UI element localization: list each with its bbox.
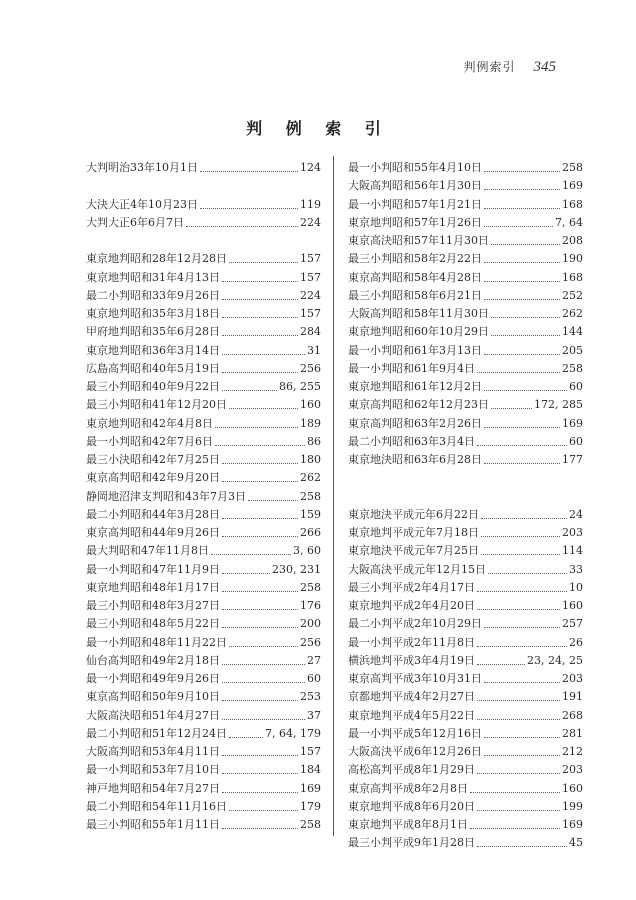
index-entry [348, 524, 583, 542]
dot-leader [477, 645, 567, 647]
page-reference: 224 [300, 288, 321, 302]
case-citation: 大阪高判昭和53年4月11日 [86, 745, 220, 758]
dot-leader [222, 663, 305, 665]
case-citation: 最一小判昭和61年3月13日 [348, 343, 482, 357]
page-reference: 191 [562, 690, 583, 704]
dot-leader [222, 827, 298, 829]
dot-leader [484, 280, 560, 282]
page-reference: 284 [300, 325, 321, 339]
index-entry [86, 542, 321, 560]
index-entry [86, 287, 321, 305]
dot-leader [222, 572, 270, 574]
dot-leader [211, 553, 291, 555]
index-entry [86, 323, 321, 341]
index-entry [86, 488, 321, 506]
dot-leader [484, 170, 560, 172]
dot-leader [229, 407, 298, 409]
case-citation: 東京地判昭和42年4月8日 [86, 416, 213, 430]
page-reference: 169 [562, 416, 583, 430]
case-citation: 大判大正6年6月7日 [86, 215, 184, 229]
index-entry [86, 214, 321, 232]
dot-leader [229, 809, 298, 811]
dot-leader [484, 225, 553, 227]
case-citation: 大判明治33年10月1日 [86, 161, 198, 174]
index-entry [348, 634, 583, 652]
index-entry [86, 670, 321, 688]
page-reference: 169 [300, 781, 321, 795]
dot-leader [470, 827, 560, 829]
case-citation: 東京地判昭和61年12月2日 [348, 380, 482, 393]
page-reference: 258 [300, 580, 321, 594]
index-entry [348, 780, 583, 798]
dot-leader [222, 389, 277, 391]
index-entry [348, 816, 583, 834]
page-reference: 169 [562, 818, 583, 831]
index-entry [86, 652, 321, 670]
page-reference: 26 [569, 635, 583, 649]
dot-leader [222, 462, 298, 464]
page-reference: 157 [300, 252, 321, 266]
index-entry [86, 250, 321, 268]
case-citation: 東京高判平成3年10月31日 [348, 672, 482, 685]
index-entry [348, 378, 583, 396]
case-citation: 最一小判昭和61年9月4日 [348, 361, 475, 375]
index-entry [86, 761, 321, 779]
dot-leader [484, 389, 567, 391]
dot-leader [222, 480, 298, 482]
case-citation: 甲府地判昭和35年6月28日 [86, 325, 220, 339]
dot-leader [477, 699, 560, 701]
page-reference: 258 [562, 161, 583, 174]
index-entry [86, 360, 321, 378]
page-reference: 27 [307, 653, 321, 667]
group-spacer [348, 488, 583, 506]
page-reference: 37 [307, 708, 321, 722]
page-reference: 203 [562, 763, 583, 777]
case-citation: 東京地判昭和31年4月13日 [86, 270, 220, 284]
index-entry [86, 798, 321, 816]
column-divider [333, 156, 334, 836]
case-citation: 最一小判昭和49年9月26日 [86, 672, 220, 685]
case-citation: 大阪高判昭和56年1月30日 [348, 179, 482, 193]
case-citation: 東京地判平成8年8月1日 [348, 818, 468, 831]
page-reference: 157 [300, 307, 321, 320]
index-entry [348, 360, 583, 378]
dot-leader [248, 499, 298, 501]
page-reference: 157 [300, 270, 321, 284]
case-citation: 大阪高決昭和51年4月27日 [86, 708, 220, 722]
page-reference: 3, 60 [293, 544, 321, 558]
index-entry [348, 579, 583, 597]
case-citation: 最二小判昭和33年9月26日 [86, 288, 220, 302]
case-citation: 最一小判昭和47年11月9日 [86, 562, 220, 576]
case-citation: 広島高判昭和40年5月19日 [86, 361, 220, 375]
dot-leader [222, 626, 298, 628]
index-entry [86, 305, 321, 323]
index-entry [348, 342, 583, 360]
dot-leader [484, 261, 560, 263]
case-citation: 東京地判平成元年7月18日 [348, 526, 479, 539]
case-citation: 大決大正4年10月23日 [86, 197, 198, 211]
dot-leader [229, 645, 298, 647]
index-entry [348, 177, 583, 195]
index-entry [86, 634, 321, 652]
index-entry [348, 323, 583, 341]
index-entry [348, 615, 583, 633]
page-reference: 256 [300, 635, 321, 649]
case-citation: 最二小判平成2年10月29日 [348, 617, 482, 631]
case-citation: 最大判昭和47年11月8日 [86, 544, 209, 558]
case-citation: 最三小判昭和58年6月21日 [348, 288, 482, 302]
case-citation: 最一小判昭和57年1月21日 [348, 197, 482, 211]
case-citation: 最二小判昭和44年3月28日 [86, 507, 220, 521]
index-entry [86, 469, 321, 487]
case-citation: 大阪高決平成元年12月15日 [348, 562, 486, 576]
index-entry [348, 305, 583, 323]
dot-leader [484, 754, 560, 756]
index-entry [86, 378, 321, 396]
page-reference: 203 [562, 526, 583, 539]
page-reference: 160 [300, 398, 321, 412]
page-reference: 224 [300, 215, 321, 229]
dot-leader [484, 681, 560, 683]
index-entry [86, 743, 321, 761]
case-citation: 大阪高判昭和58年11月30日 [348, 307, 489, 320]
case-citation: 最二小判昭和54年11月16日 [86, 799, 227, 813]
dot-leader [491, 243, 560, 245]
page-reference: 180 [300, 453, 321, 466]
index-entry [348, 761, 583, 779]
case-citation: 東京高判昭和50年9月10日 [86, 690, 220, 704]
running-head-title: 判例索引 [463, 60, 516, 74]
case-citation: 大阪高決平成6年12月26日 [348, 745, 482, 758]
dot-leader [222, 791, 298, 793]
page-reference: 268 [562, 708, 583, 722]
case-citation: 最三小決昭和42年7月25日 [86, 453, 220, 466]
case-citation: 東京地判平成2年4月20日 [348, 599, 475, 612]
dot-leader [481, 553, 560, 555]
case-citation: 東京高判昭和58年4月28日 [348, 270, 482, 284]
case-citation: 東京高判昭和42年9月20日 [86, 471, 220, 485]
case-citation: 最一小判昭和55年4月10日 [348, 161, 482, 174]
case-citation: 最二小判昭和51年12月24日 [86, 726, 227, 740]
page-reference: 168 [562, 197, 583, 211]
index-entry [348, 433, 583, 451]
page-reference: 86 [307, 434, 321, 448]
page-reference: 45 [569, 836, 583, 850]
page-reference: 252 [562, 288, 583, 302]
case-citation: 最三小判昭和41年12月20日 [86, 398, 227, 412]
index-entry [348, 725, 583, 743]
page-reference: 177 [562, 453, 583, 466]
dot-leader [222, 334, 298, 336]
case-citation: 最一小判昭和48年11月22日 [86, 635, 227, 649]
index-entry [86, 707, 321, 725]
dot-leader [477, 663, 525, 665]
dot-leader [222, 535, 298, 537]
dot-leader [491, 407, 532, 409]
page-reference: 262 [562, 307, 583, 320]
dot-leader [484, 298, 560, 300]
index-entry [348, 597, 583, 615]
case-citation: 最一小判昭和42年7月6日 [86, 434, 213, 448]
case-citation: 最二小判昭和63年3月4日 [348, 434, 475, 448]
dot-leader [222, 590, 298, 592]
dot-leader [477, 809, 560, 811]
index-entry [86, 415, 321, 433]
case-citation: 高松高判平成8年1月29日 [348, 763, 475, 777]
index-entry [86, 615, 321, 633]
index-entry [86, 597, 321, 615]
case-citation: 東京地判昭和48年1月17日 [86, 580, 220, 594]
index-entry [348, 834, 583, 852]
index-entry [348, 159, 583, 177]
group-spacer [86, 232, 321, 250]
dot-leader [477, 845, 567, 847]
page-reference: 189 [300, 416, 321, 430]
index-entry [86, 433, 321, 451]
case-citation: 東京高判昭和63年2月26日 [348, 416, 482, 430]
case-citation: 最三小判昭和55年1月11日 [86, 818, 220, 831]
case-citation: 東京地判平成8年6月20日 [348, 799, 475, 813]
dot-leader [222, 754, 298, 756]
index-entry [86, 451, 321, 469]
case-citation: 最一小判昭和53年7月10日 [86, 763, 220, 777]
index-entry [348, 652, 583, 670]
dot-leader [222, 298, 298, 300]
dot-leader [222, 316, 298, 318]
page-reference: 184 [300, 763, 321, 777]
page-reference: 7, 64 [555, 215, 583, 229]
page-reference: 124 [300, 161, 321, 174]
page-reference: 208 [562, 234, 583, 247]
case-citation: 最三小判昭和58年2月22日 [348, 252, 482, 266]
case-citation: 最三小判昭和48年5月22日 [86, 617, 220, 631]
page-reference: 168 [562, 270, 583, 284]
case-citation: 東京地決平成元年7月25日 [348, 544, 479, 558]
page-reference: 253 [300, 690, 321, 704]
index-entry [86, 780, 321, 798]
index-entry [348, 561, 583, 579]
index-entry [86, 396, 321, 414]
case-citation: 東京地決平成元年6月22日 [348, 507, 479, 521]
case-citation: 京都地判平成4年2月27日 [348, 690, 475, 704]
case-citation: 最三小判昭和40年9月22日 [86, 380, 220, 393]
case-citation: 最三小判昭和48年3月27日 [86, 599, 220, 612]
dot-leader [477, 772, 560, 774]
dot-leader [215, 426, 298, 428]
dot-leader [200, 207, 298, 209]
group-spacer [348, 469, 583, 487]
case-citation: 東京地判昭和36年3月14日 [86, 343, 220, 357]
dot-leader [484, 462, 560, 464]
index-entry [86, 816, 321, 834]
dot-leader [481, 517, 567, 519]
case-citation: 東京高判昭和44年9月26日 [86, 526, 220, 539]
page-reference: 7, 64, 179 [265, 726, 321, 740]
dot-leader [229, 736, 263, 738]
index-entry [348, 250, 583, 268]
index-entry [348, 670, 583, 688]
case-citation: 東京地判昭和60年10月29日 [348, 325, 489, 339]
dot-leader [222, 280, 298, 282]
running-head [463, 58, 556, 76]
page-reference: 160 [562, 599, 583, 612]
index-entry [86, 342, 321, 360]
page-reference: 60 [569, 380, 583, 393]
page-reference: 266 [300, 526, 321, 539]
index-entry [348, 707, 583, 725]
page-number: 345 [533, 59, 556, 75]
dot-leader [491, 334, 560, 336]
page-reference: 60 [307, 672, 321, 685]
dot-leader [222, 681, 305, 683]
index-entry [348, 688, 583, 706]
case-citation: 東京高決昭和57年11月30日 [348, 234, 489, 247]
index-column-right [348, 159, 583, 853]
index-entry [348, 415, 583, 433]
case-citation: 東京高判昭和62年12月23日 [348, 398, 489, 412]
index-entry [86, 269, 321, 287]
page-reference: 159 [300, 507, 321, 521]
dot-leader [488, 572, 567, 574]
case-citation: 最三小判平成9年1月28日 [348, 836, 475, 850]
page-reference: 160 [562, 781, 583, 795]
dot-leader [484, 188, 560, 190]
case-citation: 静岡地沼津支判昭和43年7月3日 [86, 489, 246, 503]
dot-leader [491, 316, 560, 318]
page-reference: 169 [562, 179, 583, 193]
case-citation: 東京地判昭和28年12月28日 [86, 252, 227, 266]
index-entry [86, 725, 321, 743]
page-reference: 119 [300, 197, 321, 211]
index-entry [86, 579, 321, 597]
case-citation: 最一小判平成5年12月16日 [348, 726, 482, 740]
page-reference: 172, 285 [534, 398, 583, 412]
case-citation: 横浜地判平成3年4月19日 [348, 653, 475, 667]
case-citation: 東京地判昭和35年3月18日 [86, 307, 220, 320]
case-citation: 東京高判平成8年2月8日 [348, 781, 468, 795]
page-reference: 257 [562, 617, 583, 631]
index-entry [86, 561, 321, 579]
dot-leader [484, 426, 560, 428]
case-citation: 最三小判平成2年4月17日 [348, 580, 475, 594]
index-entry [348, 196, 583, 214]
dot-leader [222, 608, 298, 610]
dot-leader [186, 225, 298, 227]
dot-leader [484, 626, 560, 628]
page-reference: 205 [562, 343, 583, 357]
dot-leader [477, 608, 560, 610]
dot-leader [200, 170, 298, 172]
index-entry [348, 451, 583, 469]
dot-leader [229, 261, 298, 263]
page-reference: 190 [562, 252, 583, 266]
index-entry [348, 798, 583, 816]
dot-leader [222, 772, 298, 774]
page-reference: 33 [569, 562, 583, 576]
page-reference: 114 [562, 544, 583, 558]
index-entry [348, 269, 583, 287]
page-reference: 179 [300, 799, 321, 813]
case-citation: 東京地判平成4年5月22日 [348, 708, 475, 722]
index-entry [348, 743, 583, 761]
dot-leader [477, 371, 560, 373]
case-citation: 最一小判平成2年11月8日 [348, 635, 475, 649]
page-reference: 31 [307, 343, 321, 357]
page-reference: 176 [300, 599, 321, 612]
page-reference: 281 [562, 726, 583, 740]
dot-leader [470, 791, 560, 793]
page-reference: 262 [300, 471, 321, 485]
index-entry [348, 232, 583, 250]
page-reference: 10 [569, 580, 583, 594]
dot-leader [477, 718, 560, 720]
dot-leader [222, 699, 298, 701]
page-reference: 258 [562, 361, 583, 375]
index-entry [348, 542, 583, 560]
page-reference: 258 [300, 489, 321, 503]
index-entry [348, 396, 583, 414]
index-entry [348, 287, 583, 305]
index-entry [348, 214, 583, 232]
dot-leader [215, 444, 305, 446]
page-reference: 203 [562, 672, 583, 685]
dot-leader [484, 207, 560, 209]
index-entry [86, 159, 321, 177]
index-entry [86, 196, 321, 214]
case-citation: 東京地決昭和63年6月28日 [348, 453, 482, 466]
page-reference: 230, 231 [272, 562, 321, 576]
index-entry [86, 524, 321, 542]
dot-leader [484, 736, 560, 738]
case-citation: 神戸地判昭和54年7月27日 [86, 781, 220, 795]
page-reference: 24 [569, 507, 583, 521]
page-reference: 60 [569, 434, 583, 448]
page-title: 判 例 索 引 [246, 119, 390, 138]
page-reference: 144 [562, 325, 583, 339]
page-reference: 23, 24, 25 [527, 653, 583, 667]
page-reference: 200 [300, 617, 321, 631]
case-citation: 仙台高判昭和49年2月18日 [86, 653, 220, 667]
dot-leader [222, 517, 298, 519]
dot-leader [477, 590, 567, 592]
dot-leader [222, 718, 305, 720]
page-reference: 157 [300, 745, 321, 758]
dot-leader [477, 444, 567, 446]
index-column-left [86, 159, 321, 834]
page-reference: 199 [562, 799, 583, 813]
group-spacer [86, 177, 321, 195]
index-entry [86, 688, 321, 706]
dot-leader [481, 535, 560, 537]
index-entry [86, 506, 321, 524]
dot-leader [222, 371, 298, 373]
case-citation: 東京地判昭和57年1月26日 [348, 215, 482, 229]
dot-leader [222, 353, 305, 355]
page-reference: 86, 255 [279, 380, 321, 393]
index-entry [348, 506, 583, 524]
page-reference: 212 [562, 745, 583, 758]
page-reference: 256 [300, 361, 321, 375]
page-reference: 258 [300, 818, 321, 831]
dot-leader [484, 353, 560, 355]
